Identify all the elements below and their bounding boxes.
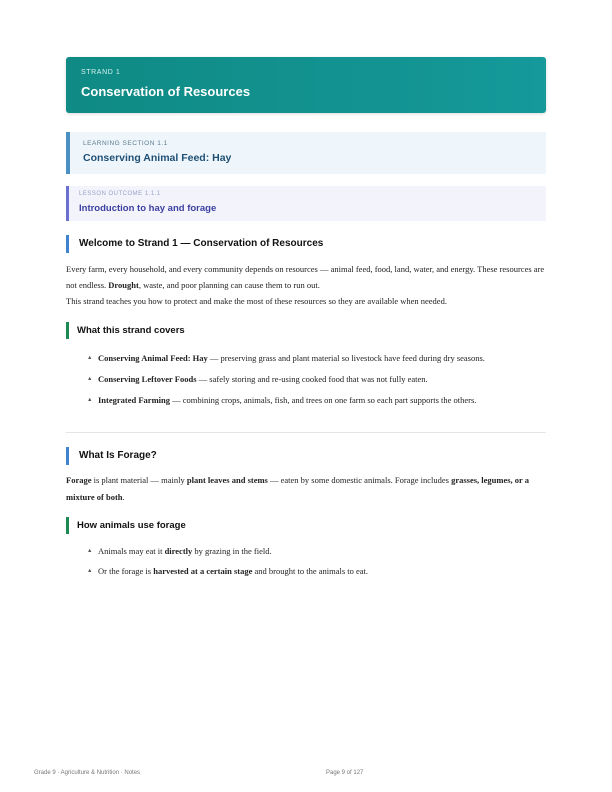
forage-heading: What Is Forage?	[66, 447, 157, 465]
use-item-2-bold: harvested at a certain stage	[153, 566, 253, 576]
use-item-2-text-b: and brought to the animals to eat.	[252, 566, 369, 576]
use-item	[87, 543, 527, 559]
learning-section-title: Conserving Animal Feed: Hay	[83, 152, 232, 164]
use-item-1-text-b: by grazing in the field.	[192, 546, 272, 556]
covers-item-text: — safely storing and re-using cooked food that was not fully eaten.	[196, 374, 428, 384]
forage-text-1: is plant material — mainly	[91, 475, 187, 485]
covers-item	[87, 350, 498, 366]
forage-bold-types: grasses, legumes, or a mixture of both	[66, 475, 530, 502]
welcome-drought-bold: Drought	[108, 280, 139, 290]
use-item-1-bold: directly	[164, 546, 193, 556]
welcome-text-a: Every farm, every household, and every community depends on resources — animal feed, food, land, water, and energy. These resources are not endless.	[66, 264, 545, 290]
welcome-heading: Welcome to Strand 1 — Conservation of Resources	[66, 235, 323, 253]
covers-list	[87, 350, 527, 408]
forage-term: Forage	[66, 475, 92, 485]
lesson-outcome-box	[66, 186, 546, 221]
use-item-1-text-a: Animals may eat it	[98, 546, 165, 556]
use-heading: How animals use forage	[66, 517, 186, 534]
lesson-outcome-title: Introduction to hay and forage	[79, 203, 217, 214]
welcome-paragraph	[66, 261, 548, 309]
forage-bold-leaves: plant leaves and stems	[186, 475, 268, 485]
triangle-bullet-icon: ▲	[87, 355, 93, 361]
triangle-bullet-icon: ▲	[87, 397, 93, 403]
covers-item-title: Integrated Farming	[98, 395, 171, 405]
footer-page-number: Page 9 of 127	[326, 770, 364, 776]
section-divider	[66, 432, 546, 433]
forage-text-3: .	[122, 492, 125, 502]
use-item	[87, 563, 527, 579]
covers-item	[87, 392, 527, 408]
learning-section-kicker: LEARNING SECTION 1.1	[83, 140, 168, 147]
welcome-text-c: This strand teaches you how to protect and make the most of these resources so they are available when needed.	[66, 296, 447, 306]
forage-paragraph	[66, 472, 536, 506]
triangle-bullet-icon: ▲	[87, 376, 93, 382]
covers-item-text: — combining crops, animals, fish, and trees on one farm so each part supports the others.	[170, 395, 477, 405]
covers-item-title: Conserving Leftover Foods	[98, 374, 197, 384]
triangle-bullet-icon: ▲	[87, 568, 93, 574]
learning-section-box	[66, 132, 546, 174]
use-list	[87, 543, 527, 579]
covers-item-text: — preserving grass and plant material so livestock have feed during dry seasons.	[207, 353, 485, 363]
footer-course-label: Grade 9 · Agriculture & Nutrition · Notes	[34, 770, 141, 776]
covers-heading: What this strand covers	[66, 322, 185, 339]
lesson-outcome-kicker: LESSON OUTCOME 1.1.1	[79, 191, 161, 197]
triangle-bullet-icon: ▲	[87, 548, 93, 554]
forage-text-2: — eaten by some domestic animals. Forage includes	[267, 475, 452, 485]
strand-title: Conservation of Resources	[81, 84, 251, 99]
covers-item	[87, 371, 527, 387]
strand-banner	[66, 57, 546, 113]
strand-kicker: STRAND 1	[81, 69, 121, 76]
welcome-text-b: , waste, and poor planning can cause them to run out.	[138, 280, 320, 290]
use-item-2-text-a: Or the forage is	[98, 566, 154, 576]
covers-item-title: Conserving Animal Feed: Hay	[98, 353, 208, 363]
